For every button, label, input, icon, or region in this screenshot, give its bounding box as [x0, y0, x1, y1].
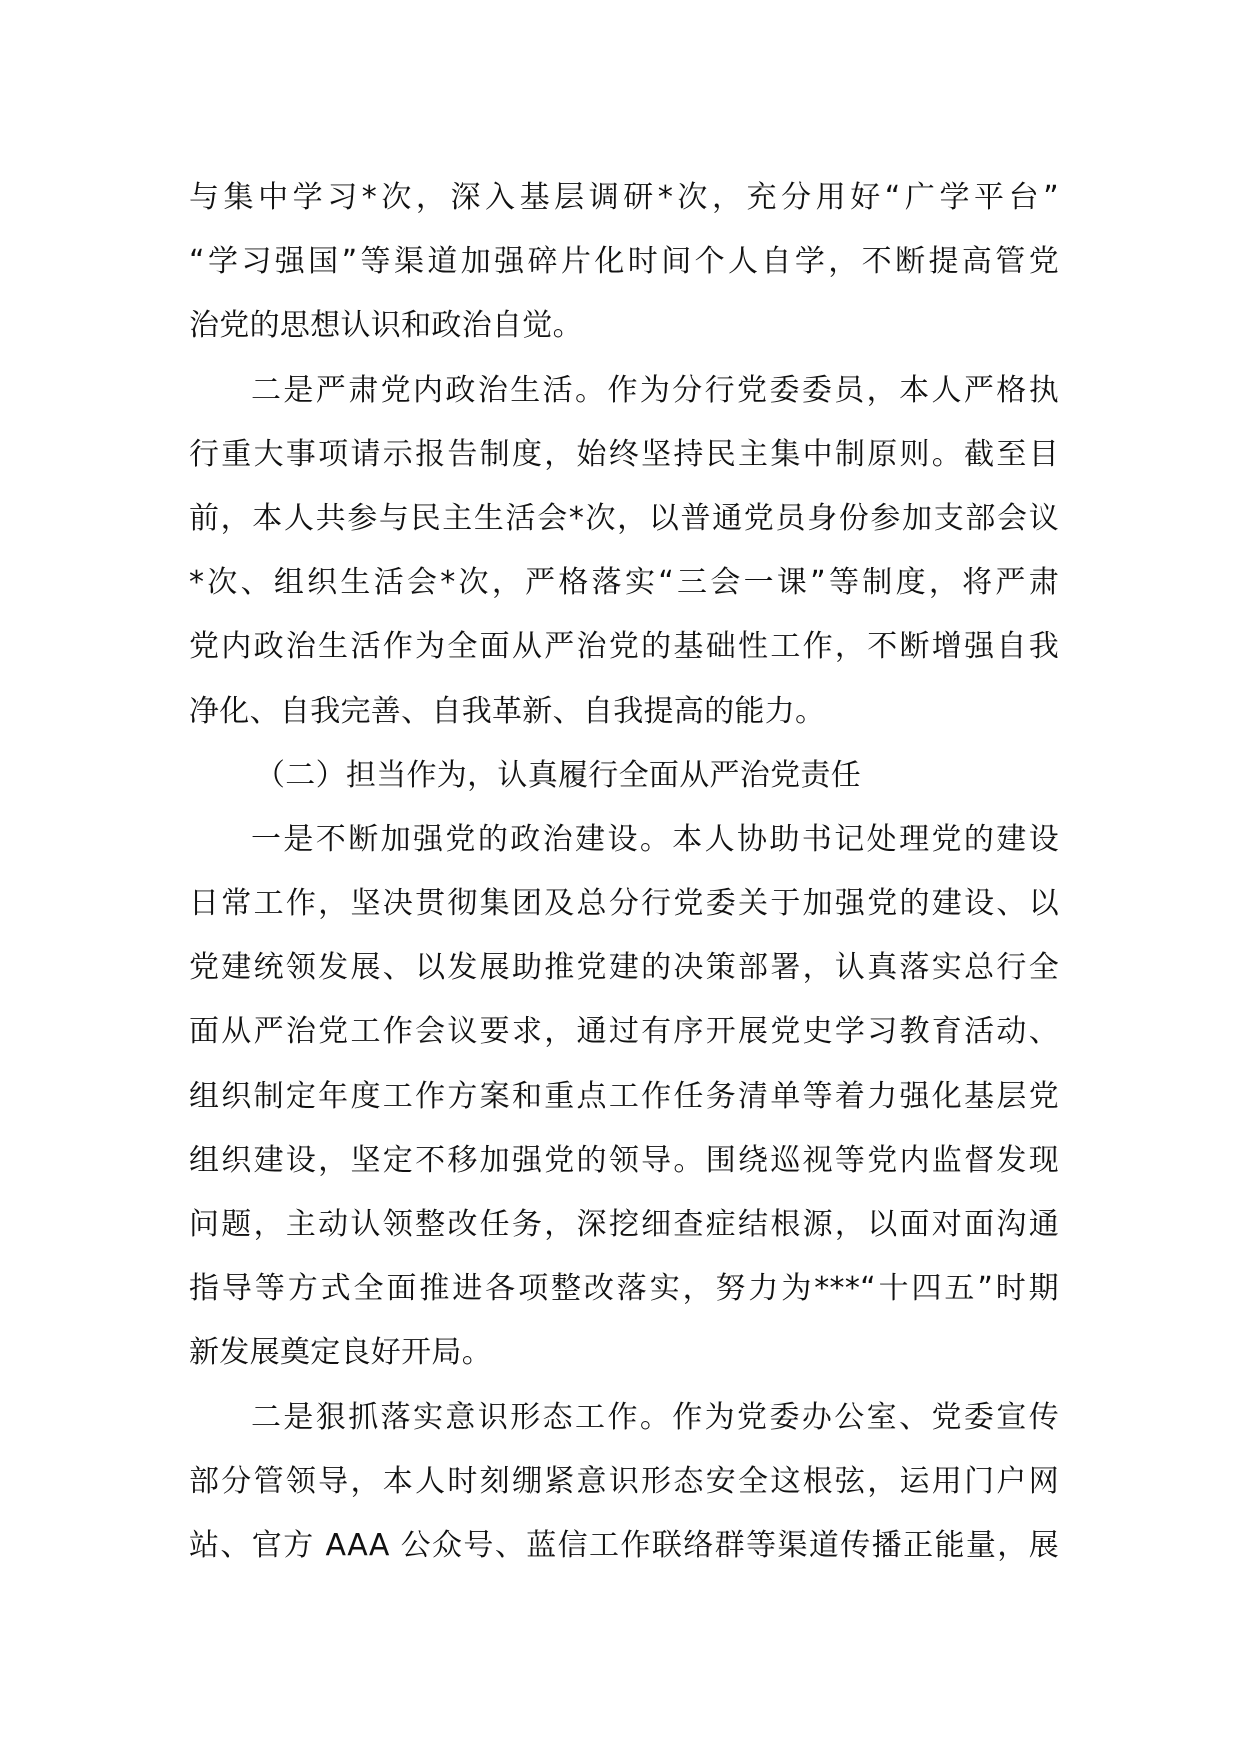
text-line: 面从严治党工作会议要求，通过有序开展党史学习教育活动、	[189, 1014, 1059, 1050]
text-line: “学习强国”等渠道加强碎片化时间个人自学，不断提高管党	[189, 244, 1059, 280]
text-line: 治党的思想认识和政治自觉。	[189, 308, 583, 344]
text-line: 党内政治生活作为全面从严治党的基础性工作，不断增强自我	[189, 629, 1059, 665]
text-line: 行重大事项请示报告制度，始终坚持民主集中制原则。截至目	[189, 436, 1059, 472]
section-heading-text: （二）担当作为，认真履行全面从严治党责任	[255, 757, 861, 793]
text-line: 新发展奠定良好开局。	[189, 1335, 492, 1371]
text-line: 二是狠抓落实意识形态工作。作为党委办公室、党委宣传	[251, 1399, 1059, 1435]
text-line: 净化、自我完善、自我革新、自我提高的能力。	[189, 693, 826, 729]
text-line: 组织制定年度工作方案和重点工作任务清单等着力强化基层党	[189, 1078, 1059, 1114]
section-heading	[189, 744, 1059, 808]
text-line: 与集中学习*次，深入基层调研*次，充分用好“广学平台”	[189, 180, 1059, 215]
text-line: 前，本人共参与民主生活会*次，以普通党员身份参加支部会议	[189, 500, 1059, 536]
paragraph-political-life	[189, 359, 1059, 744]
text-line: 日常工作，坚决贯彻集团及总分行党委关于加强党的建设、以	[189, 886, 1059, 922]
paragraph-party-building	[189, 808, 1059, 1386]
paragraph-study-continued	[189, 166, 1059, 359]
text-line: 二是严肃党内政治生活。作为分行党委委员，本人严格执	[251, 372, 1059, 408]
text-line: 一是不断加强党的政治建设。本人协助书记处理党的建设	[251, 821, 1059, 857]
text-line: *次、组织生活会*次，严格落实“三会一课”等制度，将严肃	[189, 565, 1059, 601]
text-line: 问题，主动认领整改任务，深挖细查症结根源，以面对面沟通	[189, 1207, 1059, 1242]
text-line: 指导等方式全面推进各项整改落实，努力为***“十四五”时期	[189, 1271, 1059, 1307]
text-line: 组织建设，坚定不移加强党的领导。围绕巡视等党内监督发现	[189, 1142, 1059, 1178]
document-body	[189, 166, 1059, 1578]
text-line: 党建统领发展、以发展助推党建的决策部署，认真落实总行全	[189, 950, 1059, 986]
paragraph-ideology-work	[189, 1386, 1059, 1579]
text-line: 部分管领导，本人时刻绷紧意识形态安全这根弦，运用门户网	[189, 1463, 1059, 1499]
text-line: 站、官方 AAA 公众号、蓝信工作联络群等渠道传播正能量，展	[189, 1527, 1059, 1563]
